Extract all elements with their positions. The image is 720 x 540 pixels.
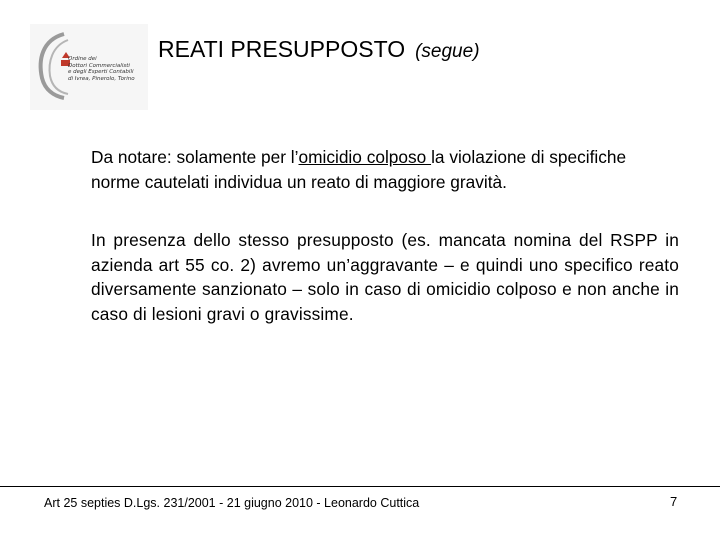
logo-line: Ordine dei [68, 56, 97, 62]
logo-text [68, 56, 148, 82]
slide-title-main: REATI PRESUPPOSTO [158, 36, 406, 62]
page-number: 7 [670, 494, 678, 509]
footer-text: Art 25 septies D.Lgs. 231/2001 - 21 giugno 2010 - Leonardo Cuttica [44, 496, 420, 510]
paragraph-1 [91, 145, 679, 194]
footer-divider [0, 486, 720, 487]
logo-line: Dottori Commercialisti [68, 62, 130, 69]
logo [30, 24, 148, 110]
paragraph-1-rest: la violazione di specifiche norme cautelati individua un reato di maggiore gravità. [91, 147, 627, 192]
paragraph-2: In presenza dello stesso presupposto (es. mancata nomina del RSPP in azienda art 55 co. 2) avremo un’aggravante – e quindi uno specifico reato diversamente sanzionato – solo in caso di omicidio colposo e non anche in caso di lesioni gravi o gravissime. [91, 230, 679, 324]
slide-title [158, 36, 480, 63]
slide-title-sub: (segue) [415, 41, 480, 62]
logo-line: e degli Esperti Contabili [68, 69, 134, 76]
underlined-term: omicidio colposo [298, 147, 432, 167]
paragraph-1-lead: Da notare: solamente per l’ [91, 147, 299, 167]
logo-line: di Ivrea, Pinerolo, Torino [68, 75, 135, 82]
